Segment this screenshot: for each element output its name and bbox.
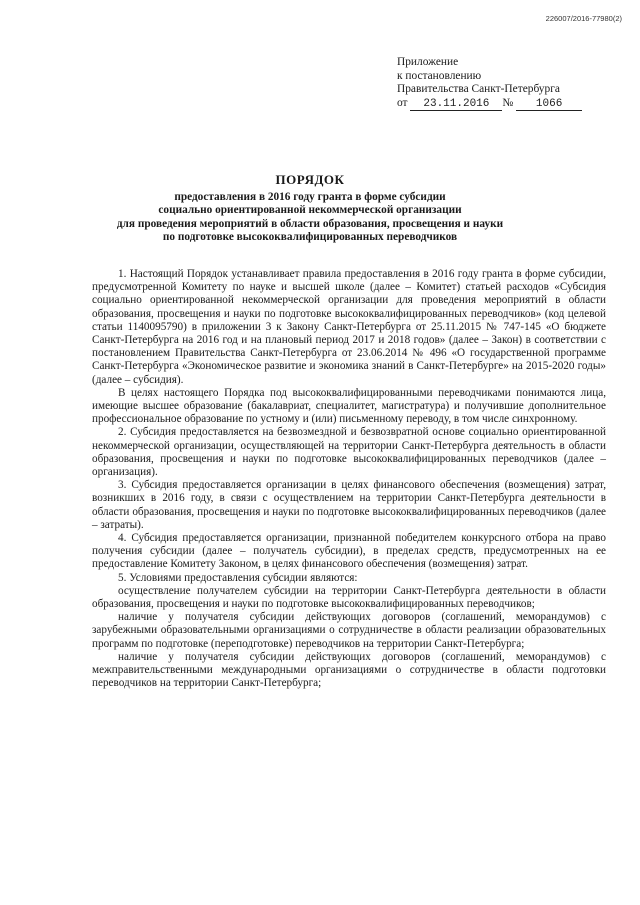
approval-block	[397, 56, 627, 111]
condition-foreign-agreements: наличие у получателя субсидии действующих договоров (соглашений, меморандумов) с зарубежными образовательными организациями о сотрудничестве в области реализации образовательных программ по подготовке (переподготовке) переводчиков на территории Санкт-Петербурга;	[92, 611, 606, 650]
paragraph-3: 3. Субсидия предоставляется организации в целях финансового обеспечения (возмещения) затрат, возникших в 2016 году, в связи с осуществлением на территории Санкт-Петербурга деятельности в области образования, просвещения и науки по подготовке высококвалифицированных переводчиков (далее – затраты).	[92, 479, 606, 531]
from-label: от	[397, 96, 408, 109]
approval-line-appendix: Приложение	[397, 56, 459, 68]
document-title: ПОРЯДОК	[275, 172, 345, 187]
document-body	[92, 268, 606, 691]
number-label: №	[502, 96, 514, 109]
paragraph-definition: В целях настоящего Порядка под высококвалифицированными переводчиками понимаются лица, имеющие высшее образование (бакалавриат, специалитет, магистратура) и получившие дополнительное профессиональное образование по устному и (или) письменному переводу, в том числе синхронному.	[92, 386, 606, 426]
paragraph-2: 2. Субсидия предоставляется на безвозмездной и безвозвратной основе социально ориентированной некоммерческой организации, осуществляющей на территории Санкт-Петербурга деятельность в области образования, просвещения и науки по подготовке высококвалифицированных переводчиков (далее – организация).	[92, 426, 606, 479]
approval-line-resolution: к постановлению	[397, 69, 482, 82]
heading-line-4: по подготовке высококвалифицированных переводчиков	[162, 230, 458, 243]
document-heading	[80, 172, 540, 244]
approval-number: 1066	[516, 99, 582, 111]
heading-line-2: социально ориентированной некоммерческой организации	[158, 204, 462, 217]
paragraph-1: 1. Настоящий Порядок устанавливает правила предоставления в 2016 году гранта в форме субсидии, предусмотренной Комитету по науке и высшей школе (далее – Комитет) статьей расходов «Субсидия социально ориентированной некоммерческой организации для проведения мероприятий в области образования, просвещения и науки по подготовке высококвалифицированных переводчиков» (код целевой статьи 1140095790) в приложении 3 к Закону Санкт-Петербурга от 25.11.2015 № 747-145 «О бюджете Санкт-Петербурга на 2016 год и на плановый период 2017 и 2018 годов» (далее – Закон) в соответствии с постановлением Правительства Санкт-Петербурга от 23.06.2014 № 496 «О государственной программе Санкт-Петербурга «Экономическое развитие и экономика знаний в Санкт-Петербурге» на 2015-2020 годы» (далее – субсидия).	[92, 268, 606, 386]
approval-date-number-line	[397, 97, 627, 111]
paragraph-5: 5. Условиями предоставления субсидии являются:	[118, 571, 358, 584]
paragraph-4: 4. Субсидия предоставляется организации, признанной победителем конкурсного отбора на право получения субсидии (далее – получатель субсидии), в пределах средств, предусмотренных на ее предоставление Комитету Законом, в целях финансового обеспечения (возмещения) затрат.	[92, 532, 606, 571]
heading-line-1: предоставления в 2016 году гранта в форме субсидии	[174, 191, 446, 203]
condition-international-agreements: наличие у получателя субсидии действующих договоров (соглашений, меморандумов) с межправительственными международными организациями о сотрудничестве в области подготовки переводчиков на территории Санкт-Петербурга;	[92, 650, 606, 690]
approval-date: 23.11.2016	[410, 99, 502, 111]
approval-line-government: Правительства Санкт-Петербурга	[397, 83, 560, 96]
heading-line-3: для проведения мероприятий в области образования, просвещения и науки	[116, 217, 504, 230]
document-id: 226007/2016-77980(2)	[545, 14, 622, 23]
condition-activity: осуществление получателем субсидии на территории Санкт-Петербурга деятельности в области образования, просвещения и науки по подготовке высококвалифицированных переводчиков;	[92, 584, 606, 611]
